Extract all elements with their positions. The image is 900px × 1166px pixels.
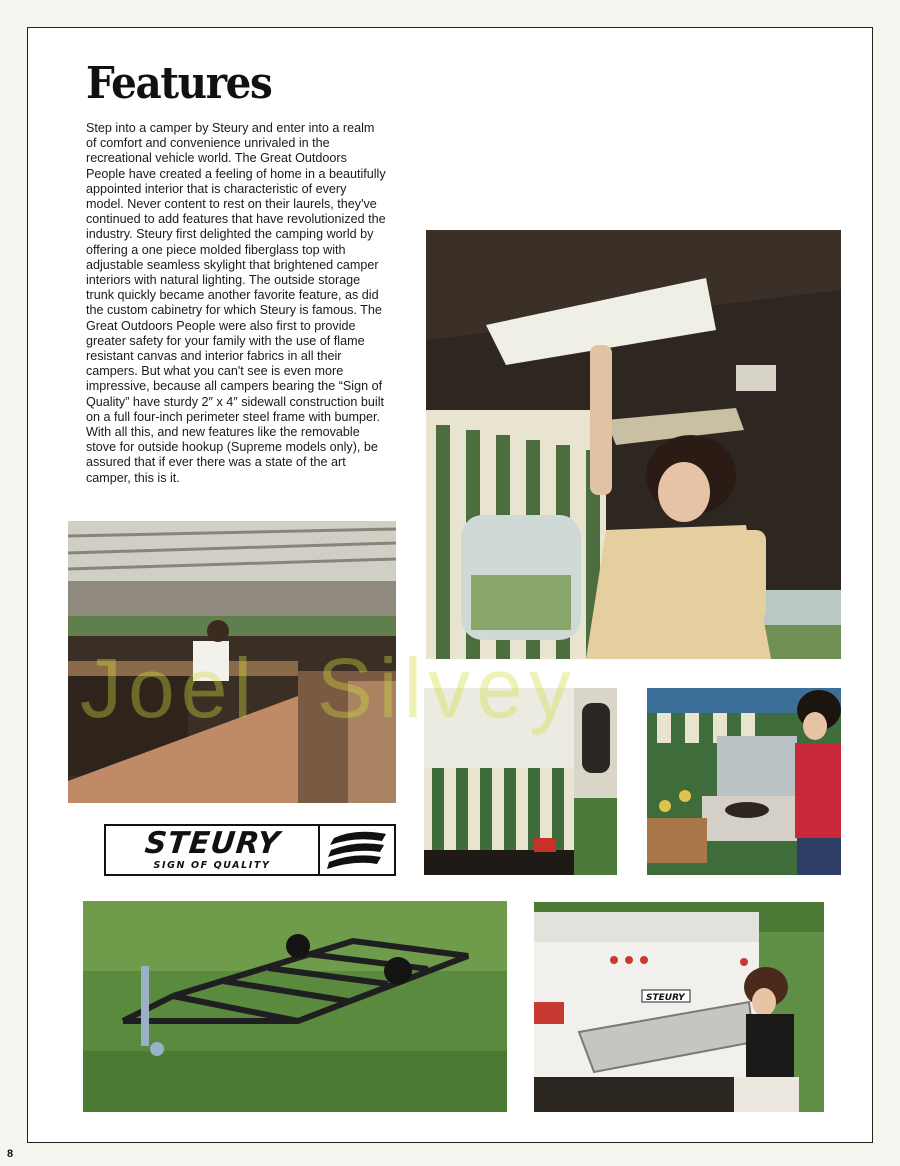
steury-emblem-icon — [320, 826, 394, 874]
body-text: Step into a camper by Steury and enter into a realm of comfort and convenience unrivaled in the recreational vehicle world. The Great Outdoors People have created a feeling of home in a beautifully appointed interior that is characteristic of every model. Never content to rest on their laurels, they've continued to add features that have revolutionized the industry. Steury first delighted the camping world by offering a one piece molded fiberglass top with adjustable seamless skylight that brightened camper interiors with natural lighting. The outside storage trunk quickly became another favorite feature, as did the custom cabinetry for which Steury is famous. The Great Outdoors People were also first to provide greater safety for your family with the use of flame resistant canvas and interior fabrics in all their campers. But what you can't see is even more impressive, because all campers bearing the “Sign of Quality” have sturdy 2″ x 4″ sidewall construction built on a full four-inch perimeter steel frame with bumper. With all this, and new features like the removable stove for outside hookup (Supreme models only), be assured that if ever there was a state of the art camper, this is it. — [86, 121, 386, 485]
logo-wordmark — [106, 826, 320, 874]
photo-storage-trunk — [534, 902, 824, 1112]
photo-factory — [68, 521, 396, 803]
logo-tagline: SIGN OF QUALITY — [153, 860, 271, 871]
svg-text:STEURY: STEURY — [646, 993, 685, 1003]
steury-logo — [104, 824, 396, 876]
page-number: 8 — [7, 1148, 14, 1160]
page-title: Features — [86, 58, 272, 109]
photo-striped-canvas — [424, 688, 617, 875]
photo-skylight-interior — [426, 230, 841, 659]
photo-steel-frame — [83, 901, 507, 1112]
watermark: Joel Silvey — [80, 641, 577, 735]
photo-stove — [647, 688, 841, 875]
logo-brand: STEURY — [142, 826, 282, 861]
